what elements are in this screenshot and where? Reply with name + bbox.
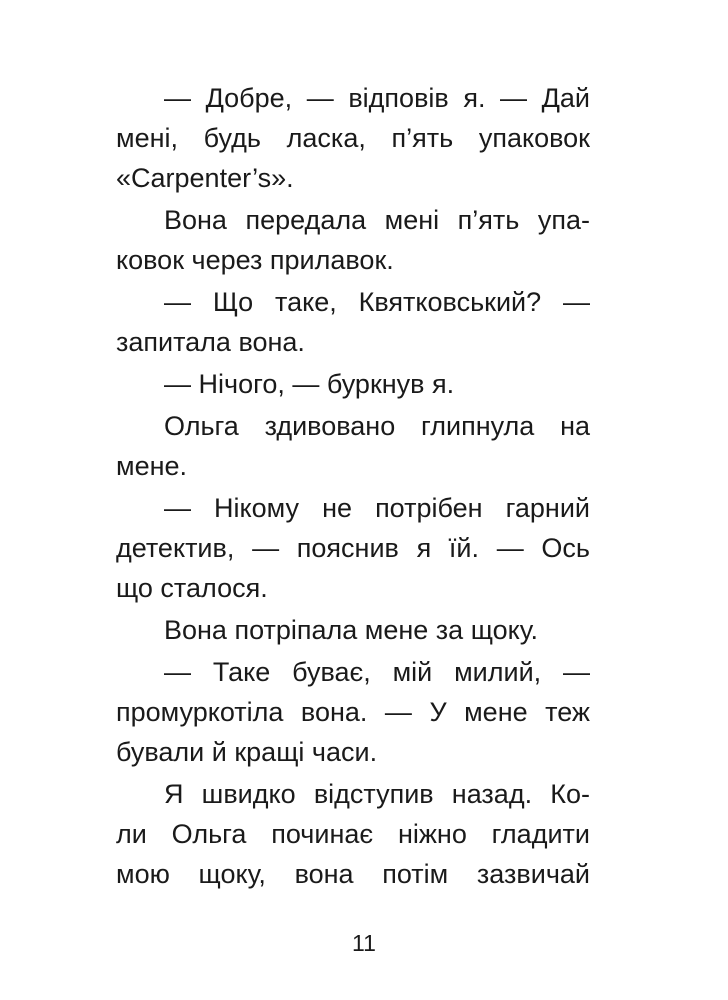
text-line: «Carpenter’s». xyxy=(116,163,294,193)
text-line: ковок через прилавок. xyxy=(116,245,394,275)
text-line: Ольга здивовано глипнула на xyxy=(164,411,590,441)
text-line: бували й кращі часи. xyxy=(116,737,378,767)
text-line: що сталося. xyxy=(116,573,268,603)
text-line: — Нікому не потрібен гарний xyxy=(164,493,590,523)
text-line: запитала вона. xyxy=(116,327,305,357)
text-line: мені, будь ласка, п’ять упаковок xyxy=(116,123,590,153)
text-line: — Нічого, — буркнув я. xyxy=(164,369,455,399)
text-line: ли Ольга починає ніжно гладити xyxy=(116,819,590,849)
text-line: мене. xyxy=(116,451,188,481)
text-line: — Що таке, Квятковський? — xyxy=(164,287,590,317)
text-line: — Добре, — відповів я. — Дай xyxy=(164,83,590,113)
text-line: промуркотіла вона. — У мене теж xyxy=(116,697,590,727)
text-line: Вона потріпала мене за щоку. xyxy=(164,615,539,645)
page-number: 11 xyxy=(352,930,376,956)
text-line: Я швидко відступив назад. Ко- xyxy=(164,779,590,809)
text-line: Вона передала мені п’ять упа- xyxy=(164,205,590,235)
text-line: детектив, — пояснив я їй. — Ось xyxy=(116,533,590,563)
text-line: — Таке буває, мій милий, — xyxy=(164,657,590,687)
text-line: мою щоку, вона потім зазвичай xyxy=(116,859,590,889)
